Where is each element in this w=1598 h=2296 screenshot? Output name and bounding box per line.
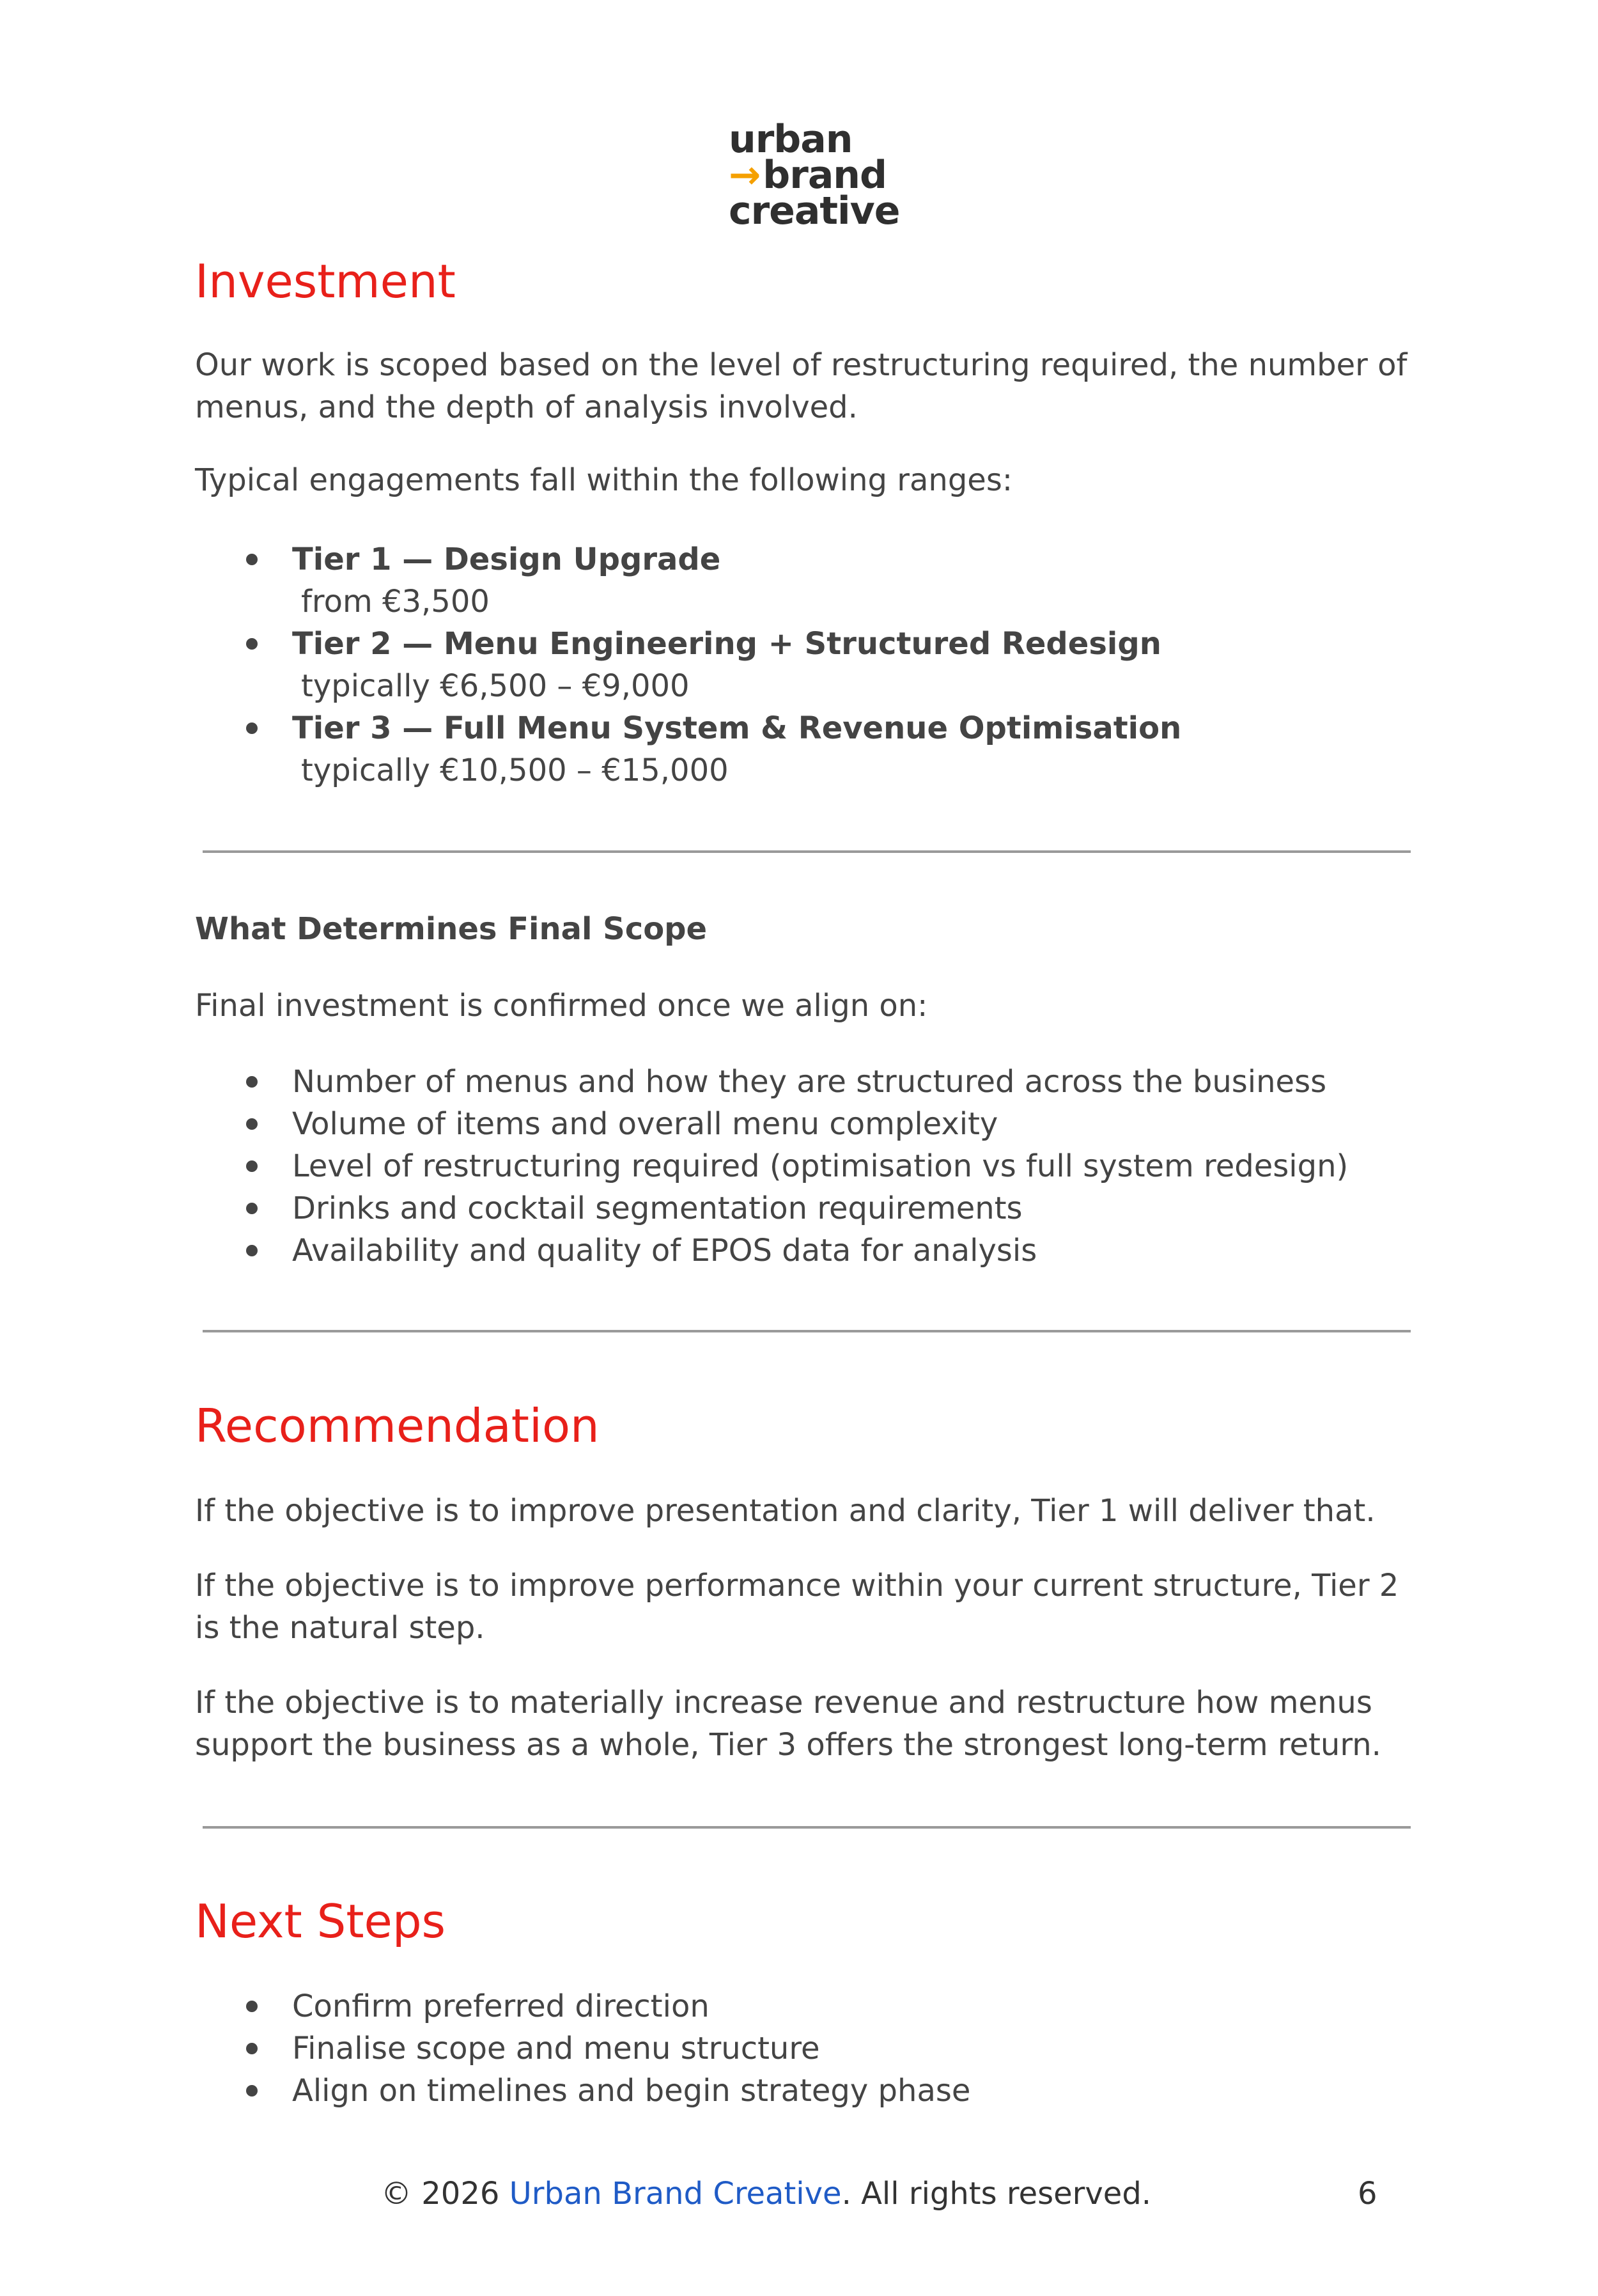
tier-name: Tier 2 — Menu Engineering + Structured Redesign [292,626,1161,662]
tier-list [246,538,1422,792]
next-steps-heading: Next Steps [195,1894,446,1948]
bullet-icon [246,1245,258,1256]
copyright-notice [381,2173,1151,2215]
list-item [246,2027,1422,2070]
recommendation-paragraph: If the objective is to improve performance within your current structure, Tier 2 is the natural step. [195,1568,1399,1646]
list-item [246,1103,1422,1145]
bullet-icon [246,1203,258,1214]
tier-item [246,623,1422,707]
list-item [246,1061,1422,1103]
list-item [246,2070,1422,2112]
tier-name: Tier 3 — Full Menu System & Revenue Optimisation [292,710,1182,746]
list-item [246,1145,1422,1187]
list-item-text: Align on timelines and begin strategy phase [292,2073,971,2109]
list-item [246,1187,1422,1230]
bullet-icon [246,1076,258,1088]
investment-intro: Our work is scoped based on the level of restructuring required, the number of menus, and the depth of analysis involved. [195,347,1408,425]
logo-word-brand: brand [763,153,887,198]
arrow-right-icon: → [729,153,761,198]
bullet-icon [246,2085,258,2097]
scope-heading: What Determines Final Scope [195,911,708,947]
tier-price: typically €10,500 – €15,000 [301,753,729,788]
list-item-text: Finalise scope and menu structure [292,2031,820,2066]
bullet-icon [246,1118,258,1130]
logo-line-brand [729,153,895,198]
list-item-text: Availability and quality of EPOS data for analysis [292,1233,1037,1269]
brand-logo [729,117,900,233]
next-steps-list [246,1985,1422,2112]
copyright-suffix: . All rights reserved. [841,2176,1152,2212]
tier-item [246,538,1422,623]
scope-list [246,1061,1422,1272]
logo-line-creative: creative [729,189,900,233]
logo-line-urban: urban [729,117,853,162]
investment-ranges-lead: Typical engagements fall within the following ranges: [195,462,1013,498]
tier-item [246,707,1422,792]
list-item [246,1985,1422,2027]
section-divider [203,1330,1411,1332]
recommendation-paragraph: If the objective is to improve presentation and clarity, Tier 1 will deliver that. [195,1493,1376,1529]
bullet-icon [246,2001,258,2012]
investment-heading: Investment [195,254,456,308]
list-item-text: Confirm preferred direction [292,1988,710,2024]
list-item-text: Drinks and cocktail segmentation requirements [292,1191,1023,1226]
list-item-text: Volume of items and overall menu complexity [292,1106,998,1142]
bullet-icon [246,554,258,565]
list-item-text: Level of restructuring required (optimisation vs full system redesign) [292,1148,1349,1184]
page-footer [0,2173,1598,2215]
section-divider [203,1826,1411,1829]
bullet-icon [246,638,258,650]
copyright-prefix: © 2026 [381,2176,509,2212]
tier-name: Tier 1 — Design Upgrade [292,542,721,577]
tier-price: from €3,500 [301,584,490,620]
tier-price: typically €6,500 – €9,000 [301,668,690,704]
list-item [246,1230,1422,1272]
recommendation-heading: Recommendation [195,1399,600,1453]
brand-link[interactable]: Urban Brand Creative [509,2176,842,2212]
scope-lead: Final investment is confirmed once we align on: [195,988,928,1024]
bullet-icon [246,2043,258,2054]
bullet-icon [246,722,258,734]
bullet-icon [246,1160,258,1172]
section-divider [203,850,1411,853]
recommendation-paragraph: If the objective is to materially increase revenue and restructure how menus support the business as a whole, Tier 3 offers the strongest long-term return. [195,1685,1381,1763]
page-number: 6 [1358,2176,1377,2212]
list-item-text: Number of menus and how they are structured across the business [292,1064,1327,1100]
